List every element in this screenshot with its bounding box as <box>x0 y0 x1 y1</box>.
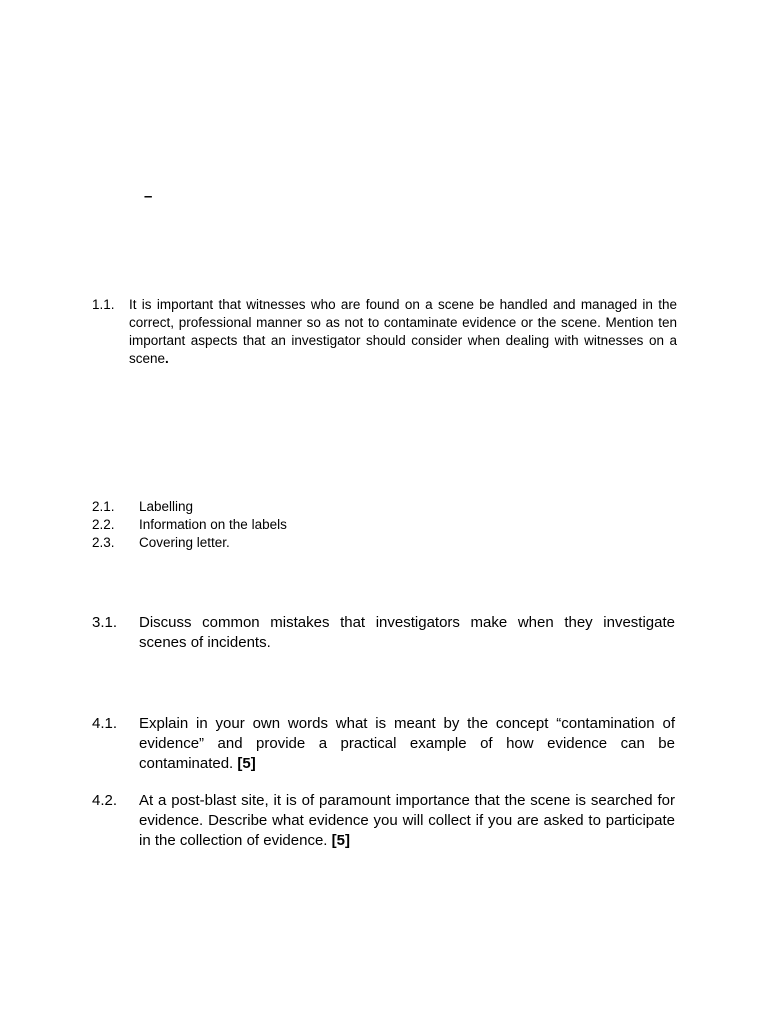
question-body: It is important that witnesses who are found on a scene be handled and managed in the correct, professional manner so as not to contaminate evidence or the scene. Mention ten important aspects that an investigator should consider when dealing with witnesses on a scene <box>129 297 677 366</box>
list-item-number: 2.2. <box>92 517 115 532</box>
question-text <box>129 296 677 368</box>
list-item-text: Information on the labels <box>139 517 287 532</box>
list-item <box>92 498 677 516</box>
question-body: At a post-blast site, it is of paramount importance that the scene is searched for evidence. Describe what evidence you will collect if you are asked to participate in the collection of evidence. <box>139 792 675 849</box>
list-item-number: 2.3. <box>92 535 115 550</box>
question-1-1 <box>92 296 677 368</box>
question-4-2 <box>92 791 675 851</box>
question-number: 1.1. <box>92 297 115 312</box>
list-item-number: 2.1. <box>92 499 115 514</box>
question-number: 4.1. <box>92 715 118 732</box>
question-text <box>139 714 675 774</box>
marks-badge: [5] <box>237 755 256 772</box>
question-text: Discuss common mistakes that investigators make when they investigate scenes of incidents. <box>139 614 675 651</box>
dash-mark: – <box>144 188 153 205</box>
question-2-list <box>92 498 677 552</box>
question-3-1 <box>92 613 675 653</box>
question-body: Explain in your own words what is meant by the concept “contamination of evidence” and provide a practical example of how evidence can be contaminated. <box>139 715 675 772</box>
list-item-text: Labelling <box>139 499 194 514</box>
list-item <box>92 534 677 552</box>
question-text <box>139 791 675 851</box>
question-number: 3.1. <box>92 614 118 631</box>
list-item-text: Covering letter. <box>139 535 230 550</box>
question-4-1 <box>92 714 675 774</box>
list-item <box>92 516 677 534</box>
marks-badge: [5] <box>331 832 350 849</box>
question-end: . <box>165 351 169 366</box>
question-number: 4.2. <box>92 792 118 809</box>
